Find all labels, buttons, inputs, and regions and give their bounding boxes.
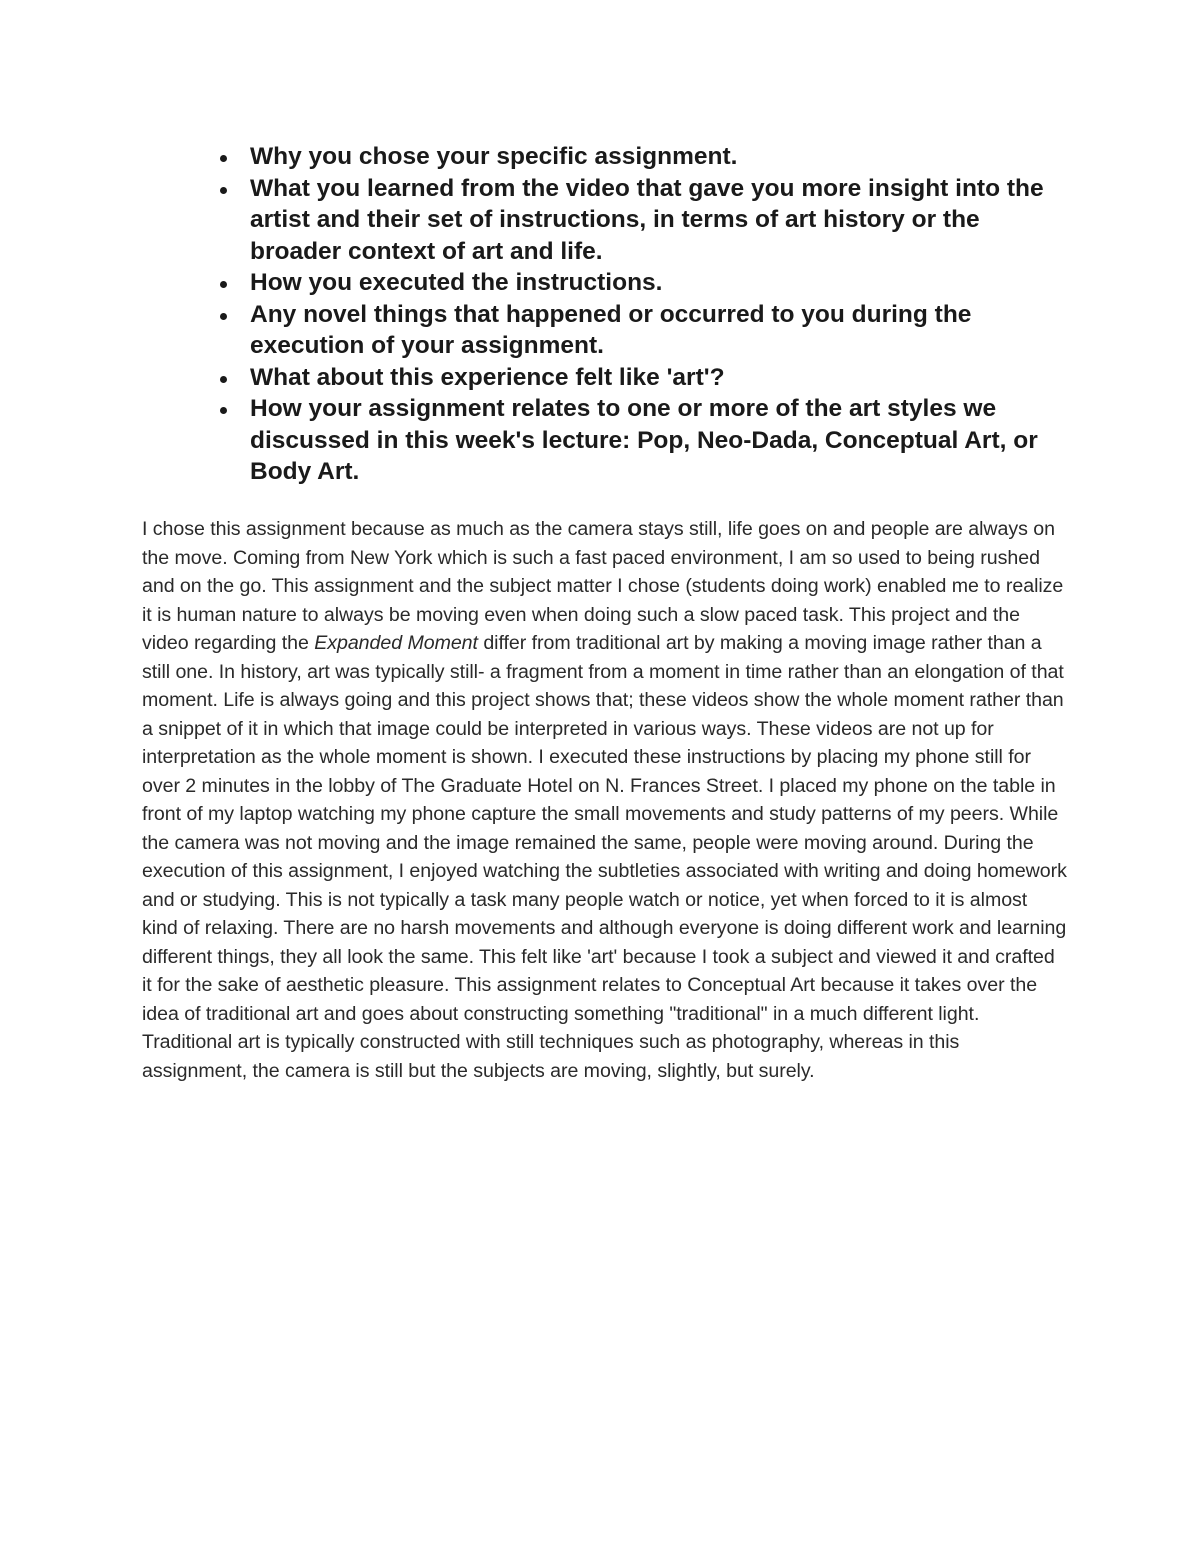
- bullet-icon: [220, 281, 227, 288]
- bullet-icon: [220, 187, 227, 194]
- response-paragraph: [142, 515, 1067, 1085]
- bullet-icon: [220, 376, 227, 383]
- bullet-icon: [220, 407, 227, 414]
- list-item: [209, 267, 1069, 299]
- list-item-text: Why you chose your specific assignment.: [250, 143, 738, 170]
- list-item: [209, 173, 1069, 268]
- paragraph-text-end: differ from traditional art by making a moving image rather than a still one. In history, art was typically still- a fragment from a moment in time rather than an elongation of that moment. Life is always going and this project shows that; these videos show the whole moment rather than a snippet of it in which that image could be interpreted in various ways. These videos are not up for interpretation as the whole moment is shown. I executed these instructions by placing my phone still for over 2 minutes in the lobby of The Graduate Hotel on N. Frances Street. I placed my phone on the table in front of my laptop watching my phone capture the small movements and study patterns of my peers. While the camera was not moving and the image remained the same, people were moving around. During the execution of this assignment, I enjoyed watching the subtleties associated with writing and doing homework and or studying. This is not typically a task many people watch or notice, yet when forced to it is almost kind of relaxing. There are no harsh movements and although everyone is doing different work and learning different things, they all look the same. This felt like 'art' because I took a subject and viewed it and crafted it for the sake of aesthetic pleasure. This assignment relates to Conceptual Art because it takes over the idea of traditional art and goes about constructing something "traditional" in a much different light. Traditional art is typically constructed with still techniques such as photography, whereas in this assignment, the camera is still but the subjects are moving, slightly, but surely.: [142, 632, 1067, 1082]
- list-item-text: How your assignment relates to one or more of the art styles we discussed in this week's lecture: Pop, Neo-Dada, Conceptual Art, or Body Art.: [250, 395, 1038, 485]
- italic-title: Expanded Moment: [314, 632, 478, 654]
- list-item: [209, 393, 1069, 488]
- list-item: [209, 299, 1069, 362]
- list-item: [209, 141, 1069, 173]
- prompt-list: [209, 141, 1069, 488]
- paragraph-text-start: I chose this assignment because as much as the camera stays still, life goes on and people are always on the move. Coming from New York which is such a fast paced environment, I am so used to being rushed and on the go. This assignment and the subject matter I chose (students doing work) enabled me to realize it is human nature to always be moving even when doing such a slow paced task. This project and the video regarding the: [142, 518, 1064, 654]
- bullet-icon: [220, 313, 227, 320]
- bullet-icon: [220, 155, 227, 162]
- list-item-text: Any novel things that happened or occurred to you during the execution of your assignment.: [250, 300, 972, 359]
- list-item-text: How you executed the instructions.: [250, 269, 663, 296]
- list-item: [209, 362, 1069, 394]
- list-item-text: What you learned from the video that gave you more insight into the artist and their set of instructions, in terms of art history or the broader context of art and life.: [250, 174, 1044, 265]
- list-item-text: What about this experience felt like 'art'?: [250, 363, 725, 391]
